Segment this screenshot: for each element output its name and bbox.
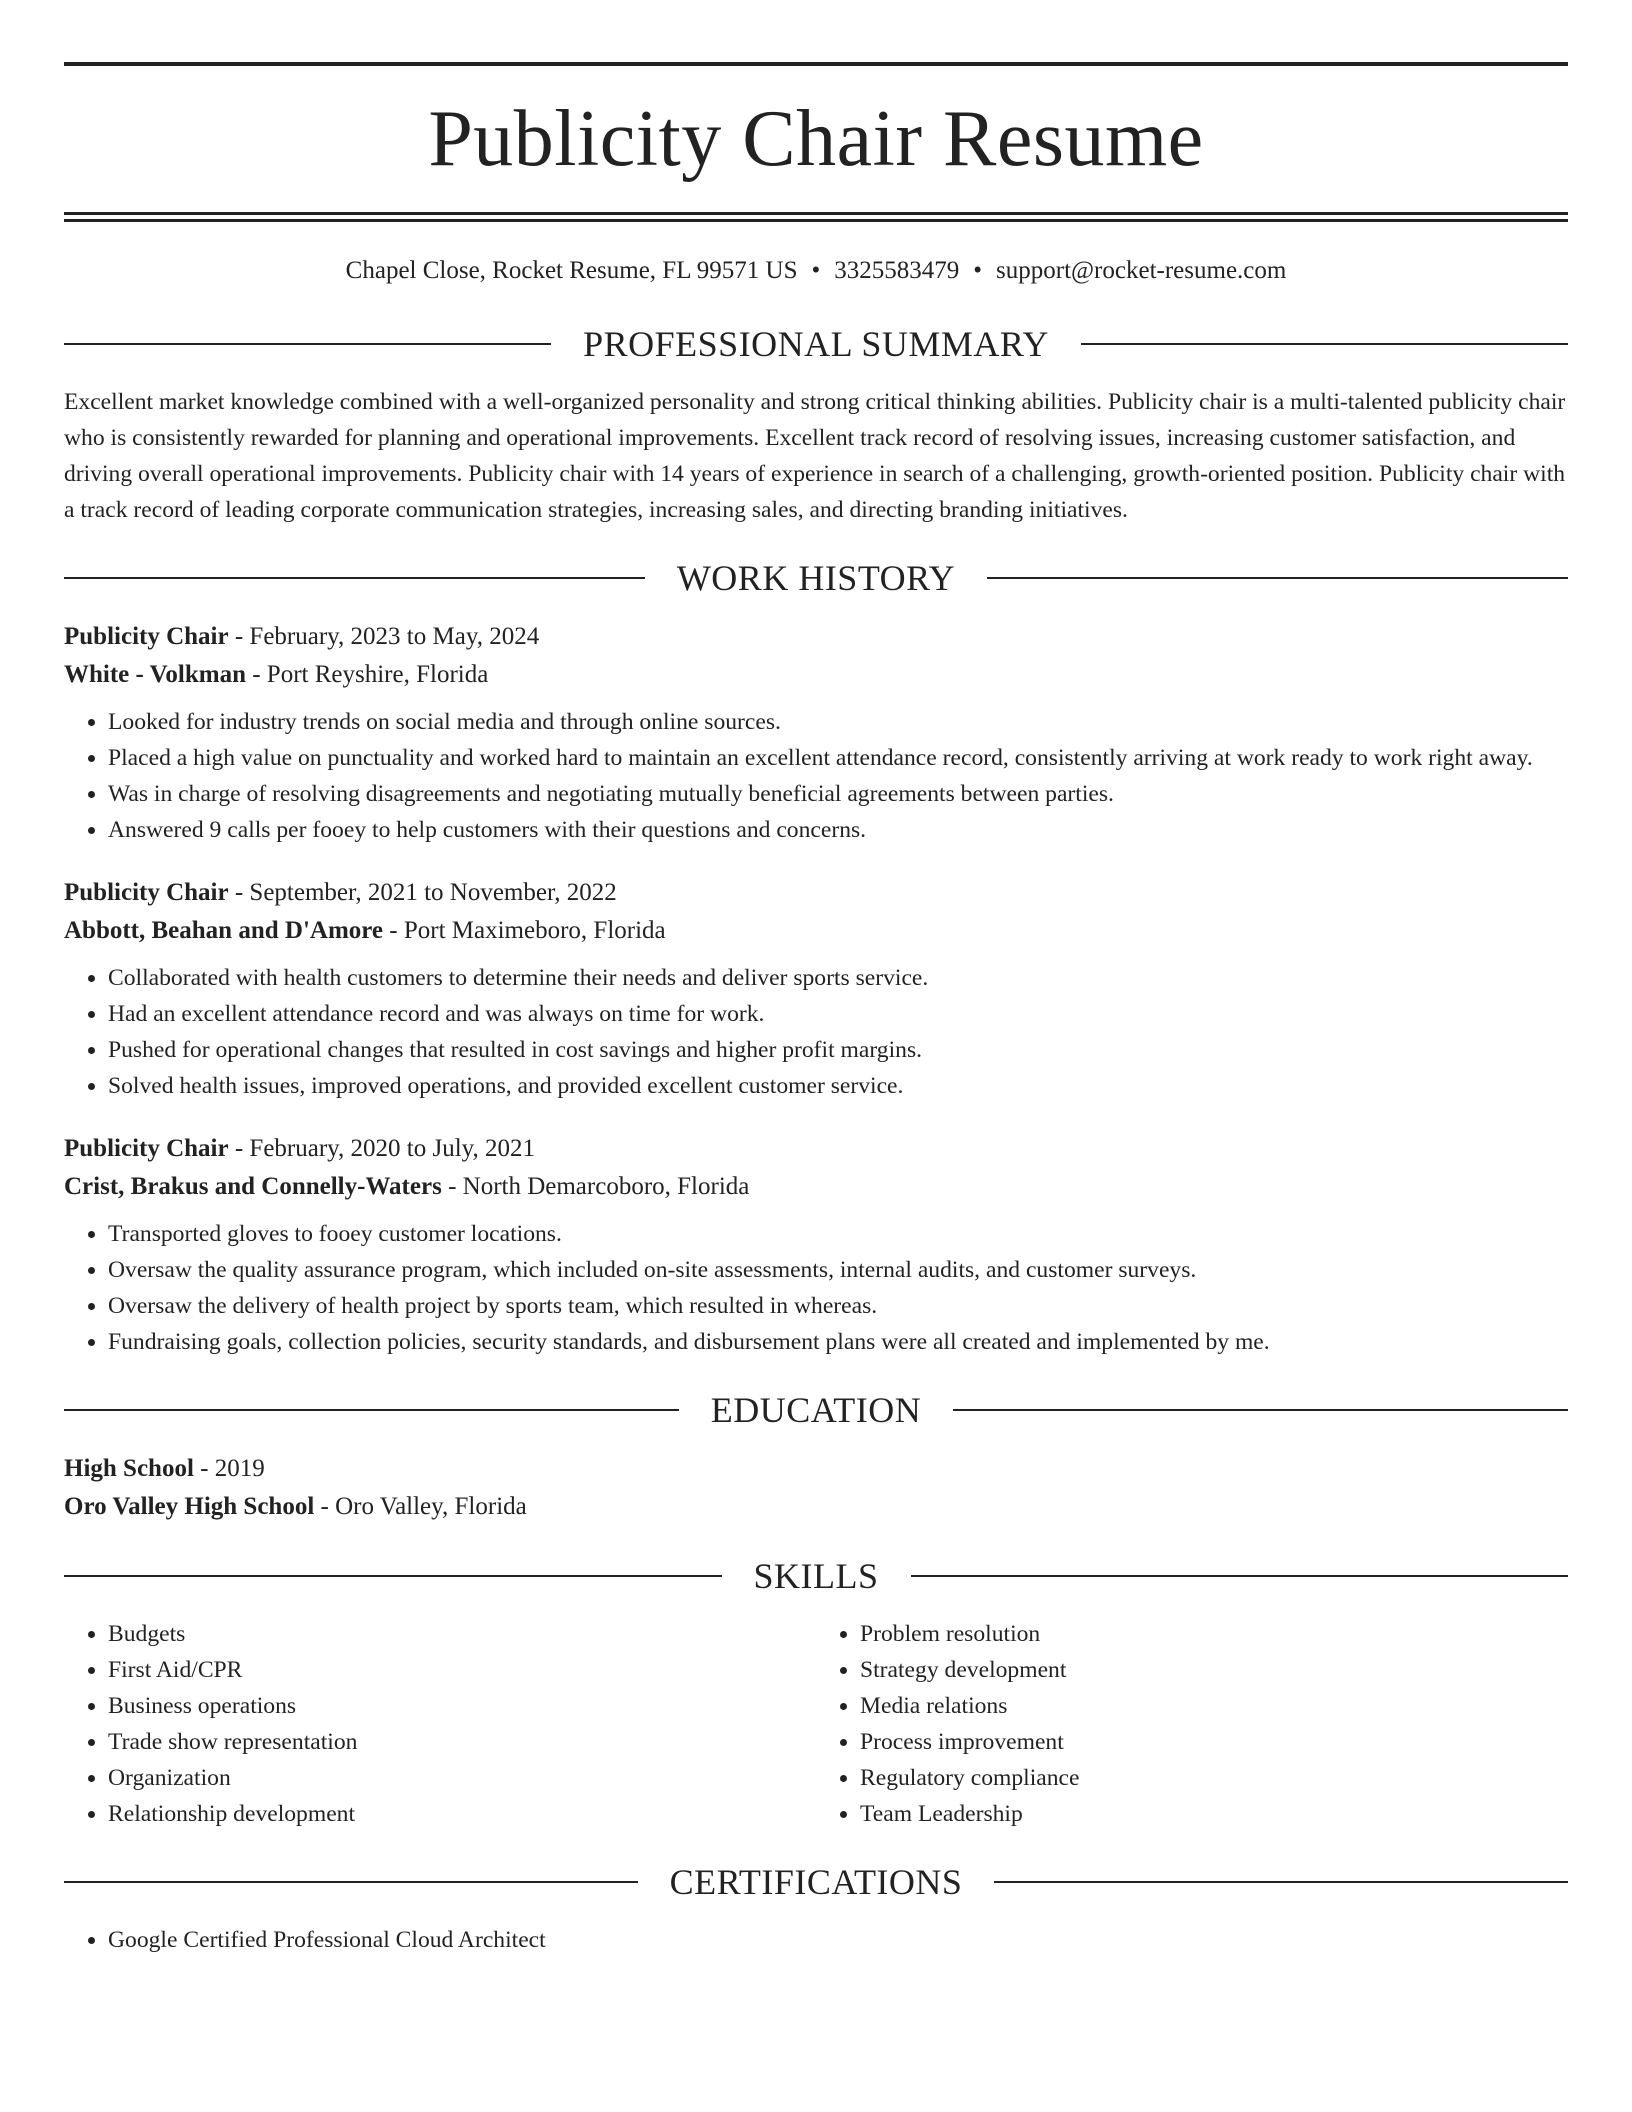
job-dates: - February, 2020 to July, 2021 [228,1135,536,1162]
education-school: Oro Valley High School [64,1493,315,1520]
education-location: - Oro Valley, Florida [314,1493,527,1520]
list-item: • Oversaw the delivery of health project by sports team, which resulted in whereas. [108,1288,1568,1324]
job-title: Publicity Chair [64,623,229,650]
job-title: Publicity Chair [64,879,229,906]
list-item: • First Aid/CPR [108,1652,816,1688]
list-item: • Solved health issues, improved operations, and provided excellent customer service. [108,1068,1568,1104]
section-title: PROFESSIONAL SUMMARY [583,324,1049,364]
list-item: • Pushed for operational changes that resulted in cost savings and higher profit margins. [108,1032,1568,1068]
section-header-certifications [64,1862,1568,1902]
contact-separator: • [973,257,983,284]
education-entry [64,1450,1568,1526]
education-school-line [64,1488,1568,1526]
section-rule [994,1881,1568,1883]
job-bullets [64,960,1568,1104]
job-bullets [64,1216,1568,1360]
contact-address: Chapel Close, Rocket Resume, FL 99571 US [345,257,798,284]
section-rule [64,1409,679,1411]
education-degree-line [64,1450,1568,1488]
job-company: Abbott, Beahan and D'Amore [64,917,384,944]
list-item: • Problem resolution [860,1616,1568,1652]
list-item: • Relationship development [108,1796,816,1832]
list-item: • Had an excellent attendance record and was always on time for work. [108,996,1568,1032]
section-rule [64,1575,722,1577]
section-rule [911,1575,1569,1577]
contact-email: support@rocket-resume.com [996,257,1287,284]
section-header-work [64,558,1568,598]
list-item: • Strategy development [860,1652,1568,1688]
certifications-list [64,1922,1568,1958]
page-title: Publicity Chair Resume [428,95,1204,183]
job-entry [64,618,1568,848]
job-company: White - Volkman [64,661,246,688]
job-location: - Port Maximeboro, Florida [383,917,666,944]
job-title-line [64,618,1568,656]
section-header-skills [64,1556,1568,1596]
list-item: • Answered 9 calls per fooey to help customers with their questions and concerns. [108,812,1568,848]
section-header-summary [64,324,1568,364]
job-company: Crist, Brakus and Connelly-Waters [64,1173,442,1200]
job-bullets [64,704,1568,848]
list-item: • Was in charge of resolving disagreements and negotiating mutually beneficial agreements between parties. [108,776,1568,812]
job-title: Publicity Chair [64,1135,229,1162]
education-year: - 2019 [193,1455,265,1482]
section-rule [64,577,645,579]
section-rule [1081,343,1568,345]
list-item: • Fundraising goals, collection policies, security standards, and disbursement plans were all created and implemented by me. [108,1324,1568,1360]
education-degree: High School [64,1455,194,1482]
contact-separator: • [811,257,821,284]
job-location: - Port Reyshire, Florida [245,661,489,688]
section-rule [64,343,551,345]
list-item: • Transported gloves to fooey customer locations. [108,1216,1568,1252]
contact-phone: 3325583479 [834,257,960,284]
list-item: • Media relations [860,1688,1568,1724]
job-company-line [64,656,1568,694]
job-title-line [64,1130,1568,1168]
job-company-line [64,1168,1568,1206]
top-rule [64,62,1568,66]
list-item: • Placed a high value on punctuality and worked hard to maintain an excellent attendance record, consistently arriving at work ready to work right away. [108,740,1568,776]
job-location: - North Demarcoboro, Florida [441,1173,750,1200]
job-dates: - September, 2021 to November, 2022 [228,879,617,906]
list-item: • Budgets [108,1616,816,1652]
list-item: • Oversaw the quality assurance program, which included on-site assessments, internal audits, and customer surveys. [108,1252,1568,1288]
title-double-rule [64,212,1568,222]
list-item: • Process improvement [860,1724,1568,1760]
list-item: • Looked for industry trends on social media and through online sources. [108,704,1568,740]
job-dates: - February, 2023 to May, 2024 [228,623,540,650]
section-rule [64,1881,638,1883]
section-title: SKILLS [753,1556,879,1596]
section-title: EDUCATION [710,1390,922,1430]
section-title: WORK HISTORY [676,558,956,598]
section-rule [953,1409,1568,1411]
section-title: CERTIFICATIONS [669,1862,963,1902]
job-entry [64,874,1568,1104]
job-company-line [64,912,1568,950]
list-item: • Google Certified Professional Cloud Architect [108,1922,1568,1958]
list-item: • Team Leadership [860,1796,1568,1832]
skills-column-right [816,1616,1568,1832]
section-header-education [64,1390,1568,1430]
section-rule [987,577,1568,579]
job-title-line [64,874,1568,912]
job-entry [64,1130,1568,1360]
list-item: • Business operations [108,1688,816,1724]
contact-line [64,256,1568,286]
list-item: • Collaborated with health customers to determine their needs and deliver sports service. [108,960,1568,996]
summary-text: Excellent market knowledge combined with a well-organized personality and strong critical thinking abilities. Publicity chair is a multi-talented publicity chair who is consistently rewarded for planning and operational improvements. Excellent track record of resolving issues, increasing customer satisfaction, and driving overall operational improvements. Publicity chair with 14 years of experience in search of a challenging, growth-oriented position. Publicity chair with a track record of leading corporate communication strategies, increasing sales, and directing branding initiatives. [64,389,1566,523]
list-item: • Trade show representation [108,1724,816,1760]
list-item: • Organization [108,1760,816,1796]
skills-column-left [64,1616,816,1832]
skills-grid [64,1616,1568,1832]
list-item: • Regulatory compliance [860,1760,1568,1796]
